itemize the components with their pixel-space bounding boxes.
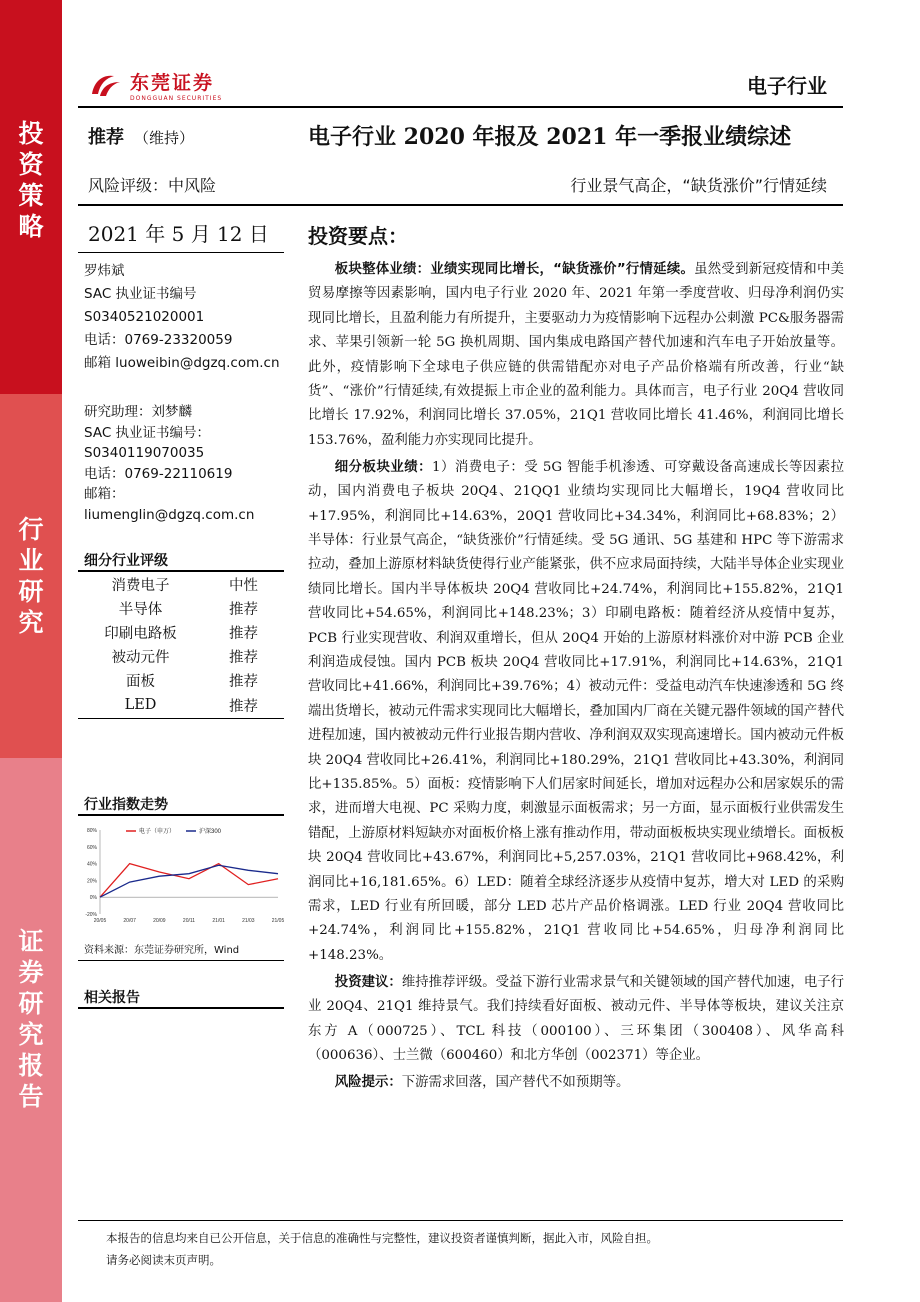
sidebar-char: 投 [18, 119, 44, 148]
table-row [78, 645, 284, 669]
analyst-info [84, 260, 304, 375]
paragraph-text: 下游需求回落，国产替代不如预期等。 [401, 1074, 630, 1090]
sidebar-char: 研 [18, 577, 44, 606]
sidebar-char: 究 [18, 608, 44, 637]
sidebar-char: 券 [18, 958, 44, 987]
chart-source: 资料来源：东莞证券研究所，Wind [84, 945, 240, 956]
paragraph [308, 258, 844, 453]
paragraph [308, 1071, 844, 1095]
footer-disclaimer: 本报告的信息均来自已公开信息，关于信息的准确性与完整性，建议投资者谨慎判断，据此入市，风险自担。 [106, 1231, 658, 1245]
sidebar-section-strategy [0, 0, 62, 394]
company-logo [88, 68, 222, 102]
analyst-name: 罗炜斌 [84, 263, 125, 279]
x-tick-label: 20/05 [93, 918, 107, 924]
series-line-0 [100, 864, 278, 898]
sidebar [0, 0, 62, 1302]
industry-label: 电子行业 [747, 74, 827, 98]
assistant-cert-label: SAC 执业证书编号： [84, 424, 211, 441]
sidebar-section-report [0, 758, 62, 1302]
y-tick-label: 60% [86, 844, 97, 851]
sidebar-char: 行 [18, 515, 44, 544]
x-tick-label: 20/07 [123, 918, 136, 924]
table-cell: 被动元件 [111, 650, 170, 667]
index-trend-title: 行业指数走势 [84, 797, 168, 813]
table-cell: 推荐 [229, 698, 258, 715]
y-tick-label: 0% [89, 895, 97, 902]
table-row [78, 693, 284, 717]
table-row [78, 620, 284, 644]
key-points-body [308, 258, 844, 1098]
rating [88, 123, 194, 149]
paragraph-text: 维持推荐评级。受益下游行业需求景气和关键领域的国产替代加速，电子行业 20Q4、21Q1 维持景气。我们持续看好面板、被动元件、半导体等板块，建议关注京东方 A（000725）、TCL 科技（000100）、三环集团（300408）、风华高科（000636）、士兰微（600460）和北方华创（002371）等企业。 [308, 974, 845, 1063]
table-cell: 推荐 [229, 625, 258, 642]
assistant-info [84, 402, 304, 525]
logo-text-cn: 东莞证券 [130, 72, 215, 94]
y-tick-label: 20% [86, 878, 97, 885]
sidebar-char: 策 [18, 181, 44, 210]
assistant-email-label: 邮箱： [84, 486, 125, 502]
paragraph [308, 456, 844, 969]
paragraph-text: 虽然受到新冠疫情和中美贸易摩擦等因素影响，国内电子行业 2020 年、2021 年第一季度营收、归母净利润仍实现同比增长，且盈利能力有所提升，主要驱动力为疫情影响下远程办公刺激 PC&服务器需求、苹果引领新一轮 5G 换机周期、国内集成电路国产替代加速和汽车电子开始放量等。此外，疫情影响下全球电子供应链的供需错配亦对电子产品价格端有所改善，行业“缺货”、“涨价”行情延续,有效提振上市企业的盈利能力。具体而言，电子行业 20Q4 营收同比增长 17.92%，利润同比增长 37.05%，21Q1 营收同比增长 41.46%，利润同比增长 153.76%，盈利能力亦实现同比提升。 [308, 262, 844, 448]
x-tick-label: 21/05 [271, 918, 284, 924]
rating-note: （维持） [134, 129, 195, 147]
assistant-email: liumenglin@dgzq.com.cn [84, 506, 255, 523]
divider [78, 718, 284, 719]
sidebar-char: 业 [18, 546, 44, 575]
y-tick-label: -20% [85, 912, 97, 918]
divider [78, 960, 284, 961]
table-row [78, 572, 284, 596]
table-cell: 印刷电路板 [104, 625, 177, 642]
divider [78, 204, 843, 206]
related-reports-title: 相关报告 [84, 990, 140, 1006]
table-cell: 推荐 [229, 674, 258, 691]
assistant-cert-no: S0340119070035 [84, 445, 205, 461]
index-trend-chart [78, 822, 284, 940]
analyst-email: 邮箱 luoweibin@dgzq.com.cn [84, 355, 280, 371]
analyst-cert-label: SAC 执业证书编号 [84, 286, 197, 302]
table-cell: 推荐 [229, 650, 258, 667]
analyst-phone: 电话：0769-23320059 [84, 332, 233, 348]
table-cell: 中性 [229, 577, 258, 594]
sidebar-section-industry [0, 394, 62, 758]
x-tick-label: 20/11 [182, 918, 196, 924]
sub-ratings-table [78, 572, 284, 717]
divider [78, 1220, 843, 1221]
paragraph-lead: 细分板块业绩： [334, 459, 432, 475]
y-tick-label: 40% [86, 861, 97, 868]
sidebar-char: 告 [18, 1082, 44, 1111]
paragraph-lead: 风险提示： [334, 1074, 402, 1090]
key-points-title: 投资要点： [308, 224, 408, 248]
paragraph-lead: 板块整体业绩：业绩实现同比增长，“缺货涨价”行情延续。 [334, 262, 695, 277]
divider [78, 252, 284, 253]
sidebar-char: 资 [18, 150, 44, 179]
assistant-name: 研究助理：刘梦麟 [84, 404, 192, 420]
sub-ratings-title: 细分行业评级 [84, 553, 168, 569]
sidebar-char: 略 [18, 212, 44, 241]
x-tick-label: 21/01 [212, 918, 225, 924]
report-title: 电子行业 2020 年报及 2021 年一季报业绩综述 [308, 124, 792, 150]
series-line-1 [100, 865, 278, 897]
sidebar-char: 研 [18, 989, 44, 1018]
y-tick-label: 80% [86, 828, 97, 834]
logo-text-en: DONGGUAN SECURITIES [130, 95, 223, 102]
report-subtitle: 行业景气高企，“缺货涨价”行情延续 [570, 176, 827, 195]
paragraph-text: 1）消费电子：受 5G 智能手机渗透、可穿戴设备高速成长等因素拉动，国内消费电子板块 20Q4、21QQ1 业绩均实现同比大幅增长，19Q4 营收同比+17.95%，利润同比+14.63%，20Q1 营收同比+34.34%，利润同比+68.83%；2）半导体：行业景气高企，“缺货涨价”行情延续。受 5G 通讯、5G 基建和 HPC 等下游需求拉动，叠加上游原材料缺货使得行业产能紧张，供不应求局面持续，大陆半导体企业实现业绩同比增长。国内半导体板块 20Q4 营收同比+24.74%，利润同比+155.82%，21Q1 营收同比+54.65%，利润同比+148.23%；3）印刷电路板：随着经济从疫情中复苏，PCB 行业实现营收、利润双重增长，但从 20Q4 开始的上游原材料涨价对中游 PCB 企业利润造成侵蚀。国内 PCB 板块 20Q4 营收同比+17.91%，利润同比+14.63%，21Q1 营收同比+41.66%，利润同比+39.76%；4）被动元件：受益电动汽车快速渗透和 5G 终端出货增长，被动元件需求实现同比大幅增长，叠加国内厂商在关键元器件领域的国产替代进程加速，国内被被动元件行业报告期内营收、净利润双双实现高速增长。国内被动元件板块 20Q4 营收同比+26.41%，利润同比+180.29%，21Q1 营收同比+43.30%，利润同比+135.85%。5）面板：疫情影响下人们居家时间延长，增加对远程办公和居家娱乐的需求，进而增大电视、PC 采购力度，刺激显示面板需求；另一方面，显示面板行业供需发生错配，上游原材料短缺亦对面板价格上涨有推动作用，带动面板板块实现业绩增长。面板板块 20Q4 营收同比+43.67%，利润同比+5,257.03%，21Q1 营收同比+968.42%，利润同比+16,181.65%。6）LED：随着全球经济逐步从疫情中复苏，增大对 LED 的采购需求，LED 行业有所回暖，部分 LED 芯片产品价格调涨。LED 行业 20Q4 营收同比+24.74%，利润同比+155.82%，21Q1 营收同比+54.65%，归母净利润同比+148.23%。 [308, 459, 844, 963]
report-date: 2021 年 5 月 12 日 [88, 222, 269, 246]
divider [78, 1007, 284, 1009]
table-cell: 推荐 [229, 601, 258, 618]
x-tick-label: 20/09 [153, 918, 166, 924]
x-tick-label: 21/03 [242, 918, 255, 924]
paragraph-lead: 投资建议： [334, 974, 402, 990]
sidebar-char: 证 [18, 927, 44, 956]
analyst-cert-no: S0340521020001 [84, 309, 205, 325]
table-cell: 消费电子 [111, 577, 170, 594]
table-cell: LED [124, 697, 157, 714]
legend-label: 电子（申万） [139, 829, 176, 835]
risk-rating: 风险评级：中风险 [88, 176, 217, 195]
table-cell: 面板 [126, 674, 155, 691]
sidebar-char: 报 [18, 1051, 44, 1080]
rating-label: 推荐 [88, 127, 124, 148]
assistant-phone: 电话：0769-22110619 [84, 465, 233, 482]
table-row [78, 596, 284, 620]
paragraph [308, 971, 844, 1069]
footer-notice: 请务必阅读末页声明。 [106, 1253, 221, 1267]
sidebar-char: 究 [18, 1020, 44, 1049]
divider [78, 106, 843, 108]
divider [78, 814, 284, 816]
table-row [78, 669, 284, 693]
legend-label: 沪深300 [199, 829, 222, 835]
logo-mark-icon [88, 70, 124, 100]
footer [106, 1227, 658, 1271]
table-cell: 半导体 [118, 601, 163, 618]
